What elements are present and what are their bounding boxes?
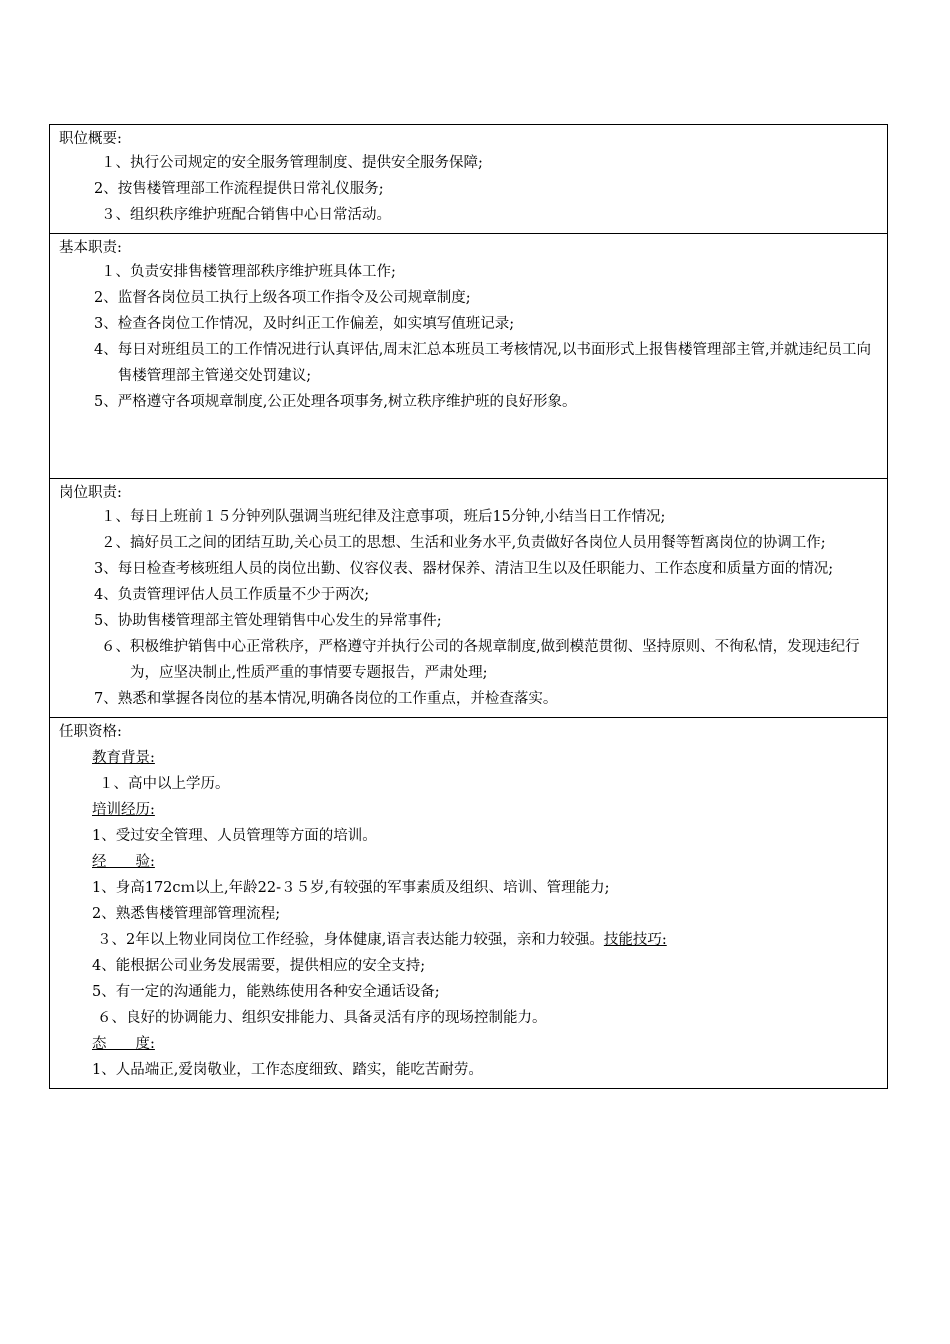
training-label: 培训经历: [92, 802, 155, 818]
position-duties-row [50, 479, 888, 718]
overview-cell [50, 125, 888, 234]
list-item: １、 负责安排售楼管理部秩序维护班具体工作; [101, 264, 396, 280]
list-item: ６、 积极维护销售中心正常秩序，严格遵守并执行公司的各规章制度,做到模范贯彻、坚持原则、不徇私情，发现违纪行为，应坚决制止,性质严重的事情要专题报告，严肃处理; [101, 639, 860, 681]
list-item: 5、有一定的沟通能力，能熟练使用各种安全通话设备; [92, 984, 440, 1000]
attitude-label: 态 度: [92, 1036, 155, 1052]
overview-title: 职位概要: [59, 131, 122, 147]
list-item: １、 每日上班前１５分钟列队强调当班纪律及注意事项，班后15分钟,小结当日工作情况; [101, 509, 666, 525]
qualifications-cell [50, 718, 888, 1089]
list-item: ６、良好的协调能力、组织安排能力、具备灵活有序的现场控制能力。 [97, 1010, 547, 1026]
list-item: ３、 组织秩序维护班配合销售中心日常活动。 [101, 207, 391, 223]
list-item: 2、 监督各岗位员工执行上级各项工作指令及公司规章制度; [94, 290, 471, 306]
qualifications-title: 任职资格: [59, 724, 122, 740]
basic-duties-title: 基本职责: [59, 240, 122, 256]
list-item: 7、 熟悉和掌握各岗位的基本情况,明确各岗位的工作重点，并检查落实。 [94, 691, 558, 707]
list-item: 1、身高172cｍ以上,年龄22-３５岁,有较强的军事素质及组织、培训、管理能力; [92, 880, 610, 896]
list-item: 4、 每日对班组员工的工作情况进行认真评估,周末汇总本班员工考核情况,以书面形式上报售楼管理部主管,并就违纪员工向售楼管理部主管递交处罚建议; [94, 342, 872, 384]
list-item: 3、 每日检查考核班组人员的岗位出勤、仪容仪表、器材保养、清洁卫生以及任职能力、工作态度和质量方面的情况; [94, 561, 834, 577]
basic-duties-cell [50, 234, 888, 479]
blank-space [59, 415, 878, 473]
education-label: 教育背景: [92, 750, 155, 766]
list-item: 5、 协助售楼管理部主管处理销售中心发生的异常事件; [94, 613, 442, 629]
position-duties-title: 岗位职责: [59, 485, 122, 501]
list-item: 5、 严格遵守各项规章制度,公正处理各项事务,树立秩序维护班的良好形象。 [94, 394, 577, 410]
list-item: 2、熟悉售楼管理部管理流程; [92, 906, 281, 922]
list-item: ３、2年以上物业同岗位工作经验，身体健康,语言表达能力较强，亲和力较强。技能技巧: [97, 932, 667, 948]
list-item: 3、 检查各岗位工作情况，及时纠正工作偏差，如实填写值班记录; [94, 316, 515, 332]
list-item: 4、能根据公司业务发展需要，提供相应的安全支持; [92, 958, 426, 974]
list-item: 4、 负责管理评估人员工作质量不少于两次; [94, 587, 370, 603]
overview-row [50, 125, 888, 234]
skills-label: 技能技巧: [603, 932, 667, 948]
list-item: ２、 搞好员工之间的团结互助,关心员工的思想、生活和业务水平,负责做好各岗位人员用餐等暂离岗位的协调工作; [101, 535, 826, 551]
basic-duties-row [50, 234, 888, 479]
list-item: 2、 按售楼管理部工作流程提供日常礼仪服务; [94, 181, 384, 197]
list-item: １、高中以上学历。 [99, 776, 230, 792]
position-duties-cell [50, 479, 888, 718]
list-item: 1、受过安全管理、人员管理等方面的培训。 [92, 828, 377, 844]
list-item: １、 执行公司规定的安全服务管理制度、提供安全服务保障; [101, 155, 483, 171]
job-description-table [49, 124, 888, 1089]
list-item: 1、人品端正,爱岗敬业，工作态度细致、踏实，能吃苦耐劳。 [92, 1062, 483, 1078]
experience-label: 经 验: [92, 854, 155, 870]
qualifications-row [50, 718, 888, 1089]
